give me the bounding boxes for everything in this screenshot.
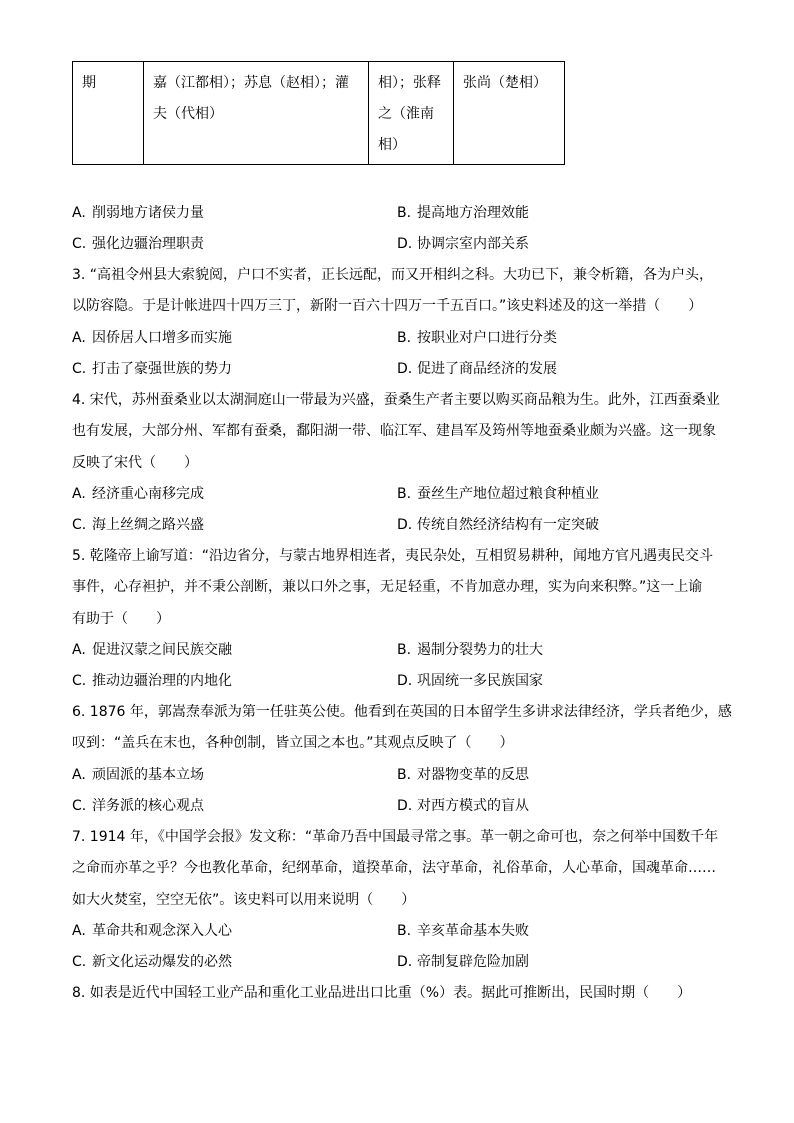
q4-stem-line-1: 4. 宋代，苏州蚕桑业以太湖洞庭山一带最为兴盛，蚕桑生产者主要以购买商品粮为生。此外，江西蚕桑业 (72, 392, 720, 408)
table-cell-officials-2: 相）；张释之（淮南相） (369, 62, 454, 165)
q5-option-d[interactable]: D. 巩固统一多民族国家 (397, 673, 543, 689)
q4-stem-line-2: 也有发展，大部分州、军都有蚕桑，鄱阳湖一带、临江军、建昌军及筠州等地蚕桑业颇为兴盛。这一现象 (72, 423, 716, 439)
q3-option-c[interactable]: C. 打击了豪强世族的势力 (72, 361, 232, 377)
q2-option-b[interactable]: B. 提高地方治理效能 (397, 205, 529, 221)
q6-stem-line-1: 6. 1876 年，郭嵩焘奉派为第一任驻英公使。他看到在英国的日本留学生多讲求法律经济，学兵者绝少，感 (72, 704, 732, 720)
q3-stem-line-1: 3. “高祖令州县大索貌阅，户口不实者，正长远配，而又开相纠之科。大功已下，兼令析籍，各为户头， (72, 267, 714, 283)
q7-stem-line-2: 之命而亦革之乎？今也教化革命，纪纲革命，道揆革命，法守革命，礼俗革命，人心革命，国魂革命…… (72, 860, 716, 876)
q7-option-a[interactable]: A. 革命共和观念深入人心 (72, 923, 232, 939)
table-cell-officials-1: 嘉（江都相）；苏息（赵相）；灌夫（代相） (144, 62, 369, 165)
q2-option-d[interactable]: D. 协调宗室内部关系 (397, 236, 529, 252)
q5-option-b[interactable]: B. 遏制分裂势力的壮大 (397, 642, 543, 658)
q6-option-a[interactable]: A. 顽固派的基本立场 (72, 767, 204, 783)
q5-option-c[interactable]: C. 推动边疆治理的内地化 (72, 673, 232, 689)
q2-option-c[interactable]: C. 强化边疆治理职责 (72, 236, 204, 252)
q3-option-a[interactable]: A. 因侨居人口增多而实施 (72, 330, 232, 346)
table-row (73, 62, 565, 165)
q4-option-c[interactable]: C. 海上丝绸之路兴盛 (72, 517, 204, 533)
q4-stem-line-3: 反映了宋代（ ） (72, 455, 198, 471)
q6-stem-line-2: 叹到：“盖兵在末也，各种创制，皆立国之本也。”其观点反映了（ ） (72, 735, 514, 751)
q3-option-d[interactable]: D. 促进了商品经济的发展 (397, 361, 557, 377)
q7-option-c[interactable]: C. 新文化运动爆发的必然 (72, 954, 232, 970)
q6-option-d[interactable]: D. 对西方模式的盲从 (397, 798, 529, 814)
table-cell-period: 期 (73, 62, 144, 165)
q7-stem-line-3: 如大火焚室，空空无依”。该史料可以用来说明（ ） (72, 892, 416, 908)
q4-option-b[interactable]: B. 蚕丝生产地位超过粮食种植业 (397, 486, 599, 502)
q7-option-d[interactable]: D. 帝制复辟危险加剧 (397, 954, 529, 970)
q5-stem-line-3: 有助于（ ） (72, 611, 170, 627)
q5-stem-line-2: 事件，心存袒护，并不秉公剖断，兼以口外之事，无足轻重，不肯加意办理，实为向来积弊。”这一上谕 (72, 579, 703, 595)
q2-option-a[interactable]: A. 削弱地方诸侯力量 (72, 205, 204, 221)
q8-stem-line-1: 8. 如表是近代中国轻工业产品和重化工业品进出口比重（%）表。据此可推断出，民国时期（ ） (72, 985, 692, 1001)
official-table-fragment (72, 61, 565, 165)
q7-option-b[interactable]: B. 辛亥革命基本失败 (397, 923, 529, 939)
q7-stem-line-1: 7. 1914 年，《中国学会报》发文称：“革命乃吾中国最寻常之事。革一朝之命可也，奈之何举中国数千年 (72, 829, 719, 845)
q4-option-a[interactable]: A. 经济重心南移完成 (72, 486, 204, 502)
q4-option-d[interactable]: D. 传统自然经济结构有一定突破 (397, 517, 599, 533)
q5-option-a[interactable]: A. 促进汉蒙之间民族交融 (72, 642, 232, 658)
q3-stem-line-2: 以防容隐。于是计帐进四十四万三丁，新附一百六十四万一千五百口。”该史料述及的这一举措（ ） (72, 298, 703, 314)
q3-option-b[interactable]: B. 按职业对户口进行分类 (397, 330, 557, 346)
table-cell-officials-3: 张尚（楚相） (454, 62, 565, 165)
q5-stem-line-1: 5. 乾隆帝上谕写道：“沿边省分，与蒙古地界相连者，夷民杂处，互相贸易耕种，闻地方官凡遇夷民交斗 (72, 548, 714, 564)
q6-option-c[interactable]: C. 洋务派的核心观点 (72, 798, 204, 814)
q6-option-b[interactable]: B. 对器物变革的反思 (397, 767, 529, 783)
